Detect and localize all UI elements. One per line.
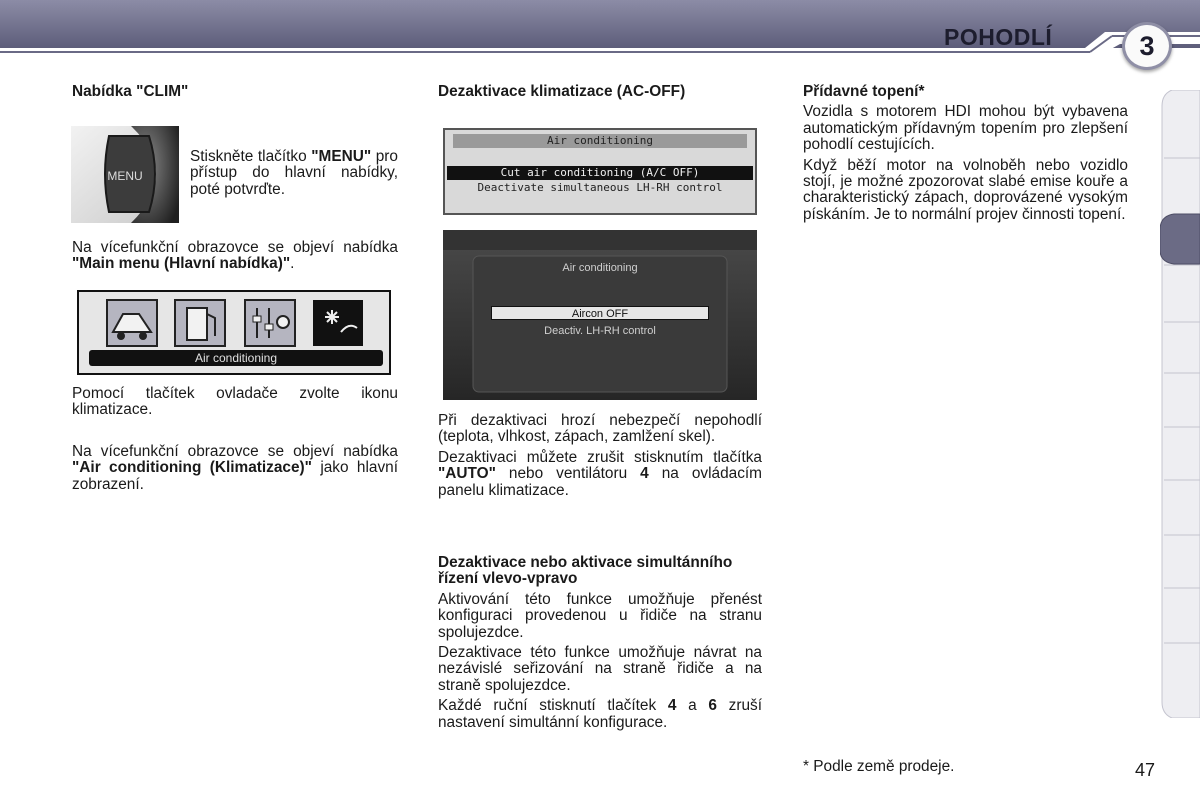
col1-paragraph-2: Na vícefunkční obrazovce se objeví nabídka "Main menu (Hlavní nabídka)". xyxy=(72,239,398,273)
tab-strip-graphic xyxy=(1160,90,1200,718)
menu-button-label: MENU xyxy=(107,169,143,183)
air-conditioning-menu-label: Air conditioning xyxy=(194,351,278,365)
screen2-title: Air conditioning xyxy=(562,262,638,274)
fuel-pump-icon xyxy=(175,300,225,346)
column-3 xyxy=(803,84,1128,227)
screen1-title: Air conditioning xyxy=(453,134,747,148)
col2-paragraph-1: Při dezaktivaci hrozí nebezpečí nepohodlí (teplota, vlhkost, zápach, zamlžení skel). xyxy=(438,412,762,446)
screen2-item: Deactiv. LH-RH control xyxy=(544,325,656,337)
menu-button-photo xyxy=(71,126,179,223)
col2-paragraph-3: Aktivování této funkce umožňuje přenést konfiguraci provedenou u řidiče na stranu spolujezdce. xyxy=(438,590,762,641)
chapter-number-badge: 3 xyxy=(1122,22,1172,70)
settings-sliders-icon xyxy=(245,300,295,346)
main-menu-icons-screen xyxy=(77,290,391,375)
col2-text-block-2 xyxy=(438,555,762,735)
screen1-selected-item: Cut air conditioning (A/C OFF) xyxy=(447,166,753,180)
col1-p1-block xyxy=(190,149,398,202)
vehicle-icon xyxy=(107,300,157,346)
col1-p3-block xyxy=(72,386,398,423)
chapter-tabs xyxy=(1160,90,1200,718)
air-conditioning-icon xyxy=(313,300,363,346)
section-heading-simultaneous-control: Dezaktivace nebo aktivace simultánního řízení vlevo-vpravo xyxy=(438,554,733,588)
screen2-selected-item: Aircon OFF xyxy=(491,306,709,320)
col2-text-block-1 xyxy=(438,413,762,503)
col1-p4-block xyxy=(72,444,398,497)
col1-paragraph-1: Stiskněte tlačítko "MENU" pro přístup do hlavní nabídky, poté potvrďte. xyxy=(190,148,398,198)
page-header xyxy=(0,0,1200,62)
col1-paragraph-4: Na vícefunkční obrazovce se objeví nabídka "Air conditioning (Klimatizace)" jako hlavní zobrazení. xyxy=(72,443,398,493)
column-1 xyxy=(72,84,398,100)
col1-p2-block xyxy=(72,240,398,277)
chapter-title: POHODLÍ xyxy=(944,24,1053,50)
column-2 xyxy=(438,84,762,100)
section-heading-ac-off: Dezaktivace klimatizace (AC-OFF) xyxy=(438,83,686,100)
footnote: * Podle země prodeje. xyxy=(803,758,955,775)
col1-paragraph-3: Pomocí tlačítek ovladače zvolte ikonu klimatizace. xyxy=(72,385,398,419)
ac-menu-screen-2 xyxy=(443,230,757,400)
col2-paragraph-5: Každé ruční stisknutí tlačítek 4 a 6 zruší nastavení simultánní konfigurace. xyxy=(438,697,762,731)
screen1-item: Deactivate simultaneous LH-RH control xyxy=(477,181,723,194)
col3-paragraph-2: Když běží motor na volnoběh nebo vozidlo stojí, je možné zpozorovat slabé emise kouře a charakteristický zápach, doprovázené vysokým pískáním. Je to normální projev činnosti topení. xyxy=(803,156,1128,223)
section-heading-auxiliary-heater: Přídavné topení* xyxy=(803,83,925,100)
ac-menu-screen-1 xyxy=(443,128,757,215)
col2-paragraph-4: Dezaktivace této funkce umožňuje návrat na nezávislé seřizování na straně řidiče a na straně spolujezdce. xyxy=(438,644,762,694)
section-heading-clim: Nabídka "CLIM" xyxy=(72,83,189,100)
col2-paragraph-2: Dezaktivaci můžete zrušit stisknutím tlačítka "AUTO" nebo ventilátoru 4 na ovládacím panelu klimatizace. xyxy=(438,448,762,499)
col3-paragraph-1: Vozidla s motorem HDI mohou být vybavena automatickým přídavným topením pro zlepšení pohodlí cestujících. xyxy=(803,103,1128,154)
page-number: 47 xyxy=(1135,760,1156,780)
